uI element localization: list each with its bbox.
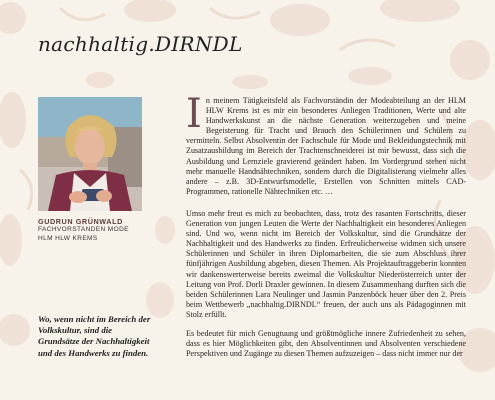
article-paragraph-1 (186, 91, 466, 197)
article-paragraph-1-text: n meinem Tätigkeitsfeld als Fachvorständin der Modeabteilung an der HLM HLW Krems ist es mir ein besonderes Anliegen Traditionen, Werte und alte Handwerkskunst an die nächste Generation weiterzugeben und meine Begeisterung für Tracht und Brauch den Schülerinnen und Schülern zu vermitteln. Selbst Absolventin der Fachschule für Mode und Bekleidungstechnik mit Zusatzausbildung im Bereich der Trachtenschneiderei ist mir bewusst, dass sich die Ausbildung und Lernziele gravierend geändert haben. Im Vordergrund stehen nicht mehr manuelle Handnähtechniken, sondern durch die Digitalisierung vielmehr alles andere – z.B. 3D-Entwurfsmodelle, Erstellen von Schnitten mittels CAD-Programmen, rationelle Nähtechniken etc. … (186, 96, 466, 196)
drop-cap: I (186, 91, 202, 137)
portrait-photo (38, 97, 142, 211)
article-paragraph-2: Umso mehr freut es mich zu beobachten, dass, trotz des rasanten Fortschritts, dieser Generation von jungen Leuten die Werte der Nachhaltigkeit ein besonderes Anliegen sind. Und wo, wenn nicht im Bereich der Volkskultur, sind die Grundsätze der Nachhaltigkeit und des Handwerks zu finden. Erfreulicherweise widmen sich unsere Schülerinnen und Schüler in ihren Diplomarbeiten, die sie zum Abschluss ihrer fünfjährigen Ausbildung abgeben, diesen Themen. Als Projektauftraggeberin konnten wir dankenswerterweise bereits zweimal die Volkskultur Niederösterreich unter der Leitung von Prof. Dorli Draxler gewinnen. In diesem Zusammenhang durften sich die beiden Schülerinnen Lara Neulinger und Jasmin Panzenböck heuer über den 2. Preis beim Wettbewerb „nachhaltig.DIRNDL“ freuen, der auch uns als Pädagoginnen mit Stolz erfüllt. (186, 208, 466, 319)
portrait-caption (38, 217, 148, 243)
article-body (186, 91, 466, 368)
author-name: GUDRUN GRÜNWALD (38, 217, 123, 226)
author-role-line2: HLM HLW KREMS (38, 234, 98, 242)
author-role-line1: FACHVORSTANDEN MODE (38, 226, 129, 233)
article-paragraph-3: Es bedeutet für mich Genugtuung und größtmögliche innere Zufriedenheit zu sehen, dass es hier Möglichkeiten gibt, den Absolventinnen und Absolventen verschiedene Perspektiven und Zugänge zu diesen Themen aufzuzeigen – dass nicht immer nur der (186, 328, 466, 359)
page-title: nachhaltig.DIRNDL (38, 32, 243, 56)
pull-quote: Wo, wenn nicht im Bereich der Volkskultur, sind die Grundsätze der Nachhaltigkeit und des Handwerks zu finden. (38, 314, 151, 358)
